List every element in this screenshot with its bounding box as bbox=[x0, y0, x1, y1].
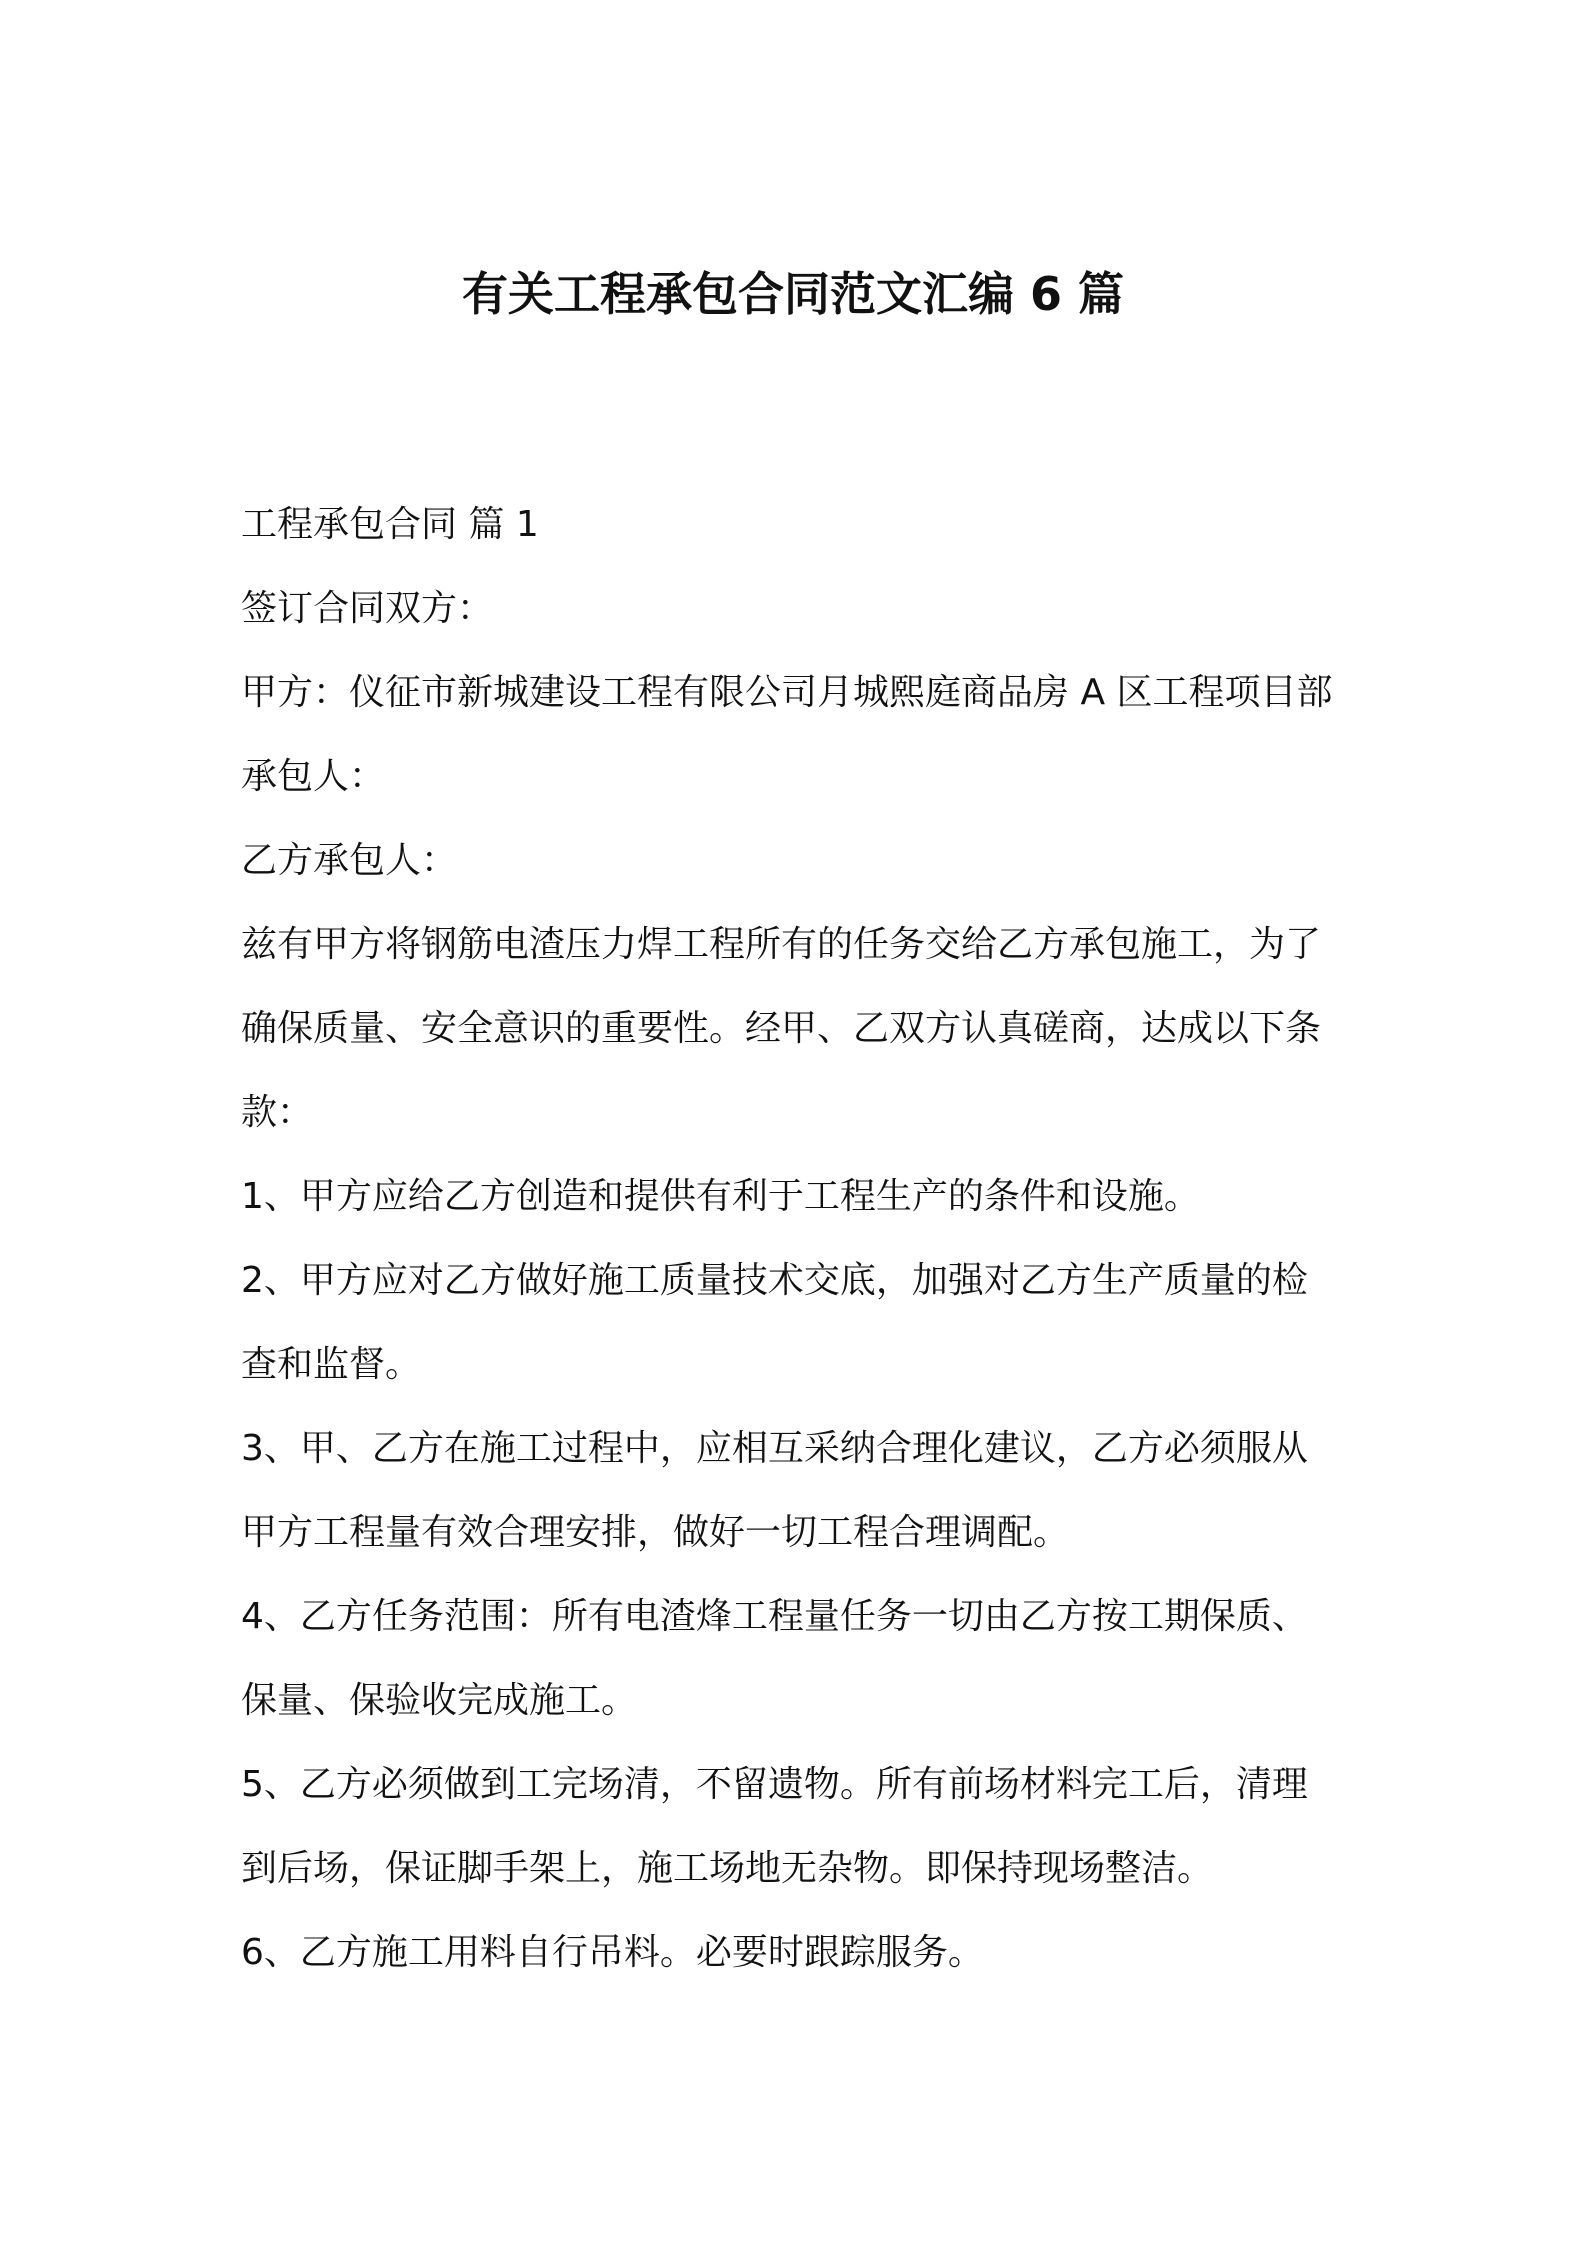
text-line: 签订合同双方： bbox=[241, 588, 494, 629]
document-title: 有关工程承包合同范文汇编 6 篇 bbox=[461, 267, 1125, 321]
text-line: 承包人： bbox=[241, 756, 386, 797]
clause-item: 6、乙方施工用料自行吊料。必要时跟踪服务。 bbox=[241, 1932, 984, 1973]
text-line: 乙方承包人： bbox=[241, 840, 458, 881]
text-line: 到后场，保证脚手架上，施工场地无杂物。即保持现场整洁。 bbox=[241, 1848, 1214, 1889]
clause-item: 3、甲、乙方在施工过程中，应相互采纳合理化建议，乙方必须服从 bbox=[241, 1428, 1308, 1469]
text-line: 查和监督。 bbox=[241, 1344, 422, 1385]
text-line: 确保质量、安全意识的重要性。经甲、乙双方认真磋商，达成以下条 bbox=[241, 1008, 1322, 1049]
text-line: 甲方工程量有效合理安排，做好一切工程合理调配。 bbox=[241, 1512, 1070, 1553]
text-line: 保量、保验收完成施工。 bbox=[241, 1680, 638, 1721]
text-line: 兹有甲方将钢筋电渣压力焊工程所有的任务交给乙方承包施工，为了 bbox=[241, 924, 1322, 965]
clause-item: 2、甲方应对乙方做好施工质量技术交底，加强对乙方生产质量的检 bbox=[241, 1260, 1308, 1301]
section-heading: 工程承包合同 篇 1 bbox=[241, 504, 539, 545]
document-body bbox=[241, 483, 1361, 1995]
clause-item: 1、甲方应给乙方创造和提供有利于工程生产的条件和设施。 bbox=[241, 1176, 1200, 1217]
text-line: 款： bbox=[241, 1092, 314, 1133]
clause-item: 4、乙方任务范围：所有电渣烽工程量任务一切由乙方按工期保质、 bbox=[241, 1596, 1308, 1637]
clause-item: 5、乙方必须做到工完场清，不留遗物。所有前场材料完工后，清理 bbox=[241, 1764, 1308, 1805]
text-line: 甲方：仪征市新城建设工程有限公司月城熙庭商品房 A 区工程项目部 bbox=[241, 672, 1333, 713]
